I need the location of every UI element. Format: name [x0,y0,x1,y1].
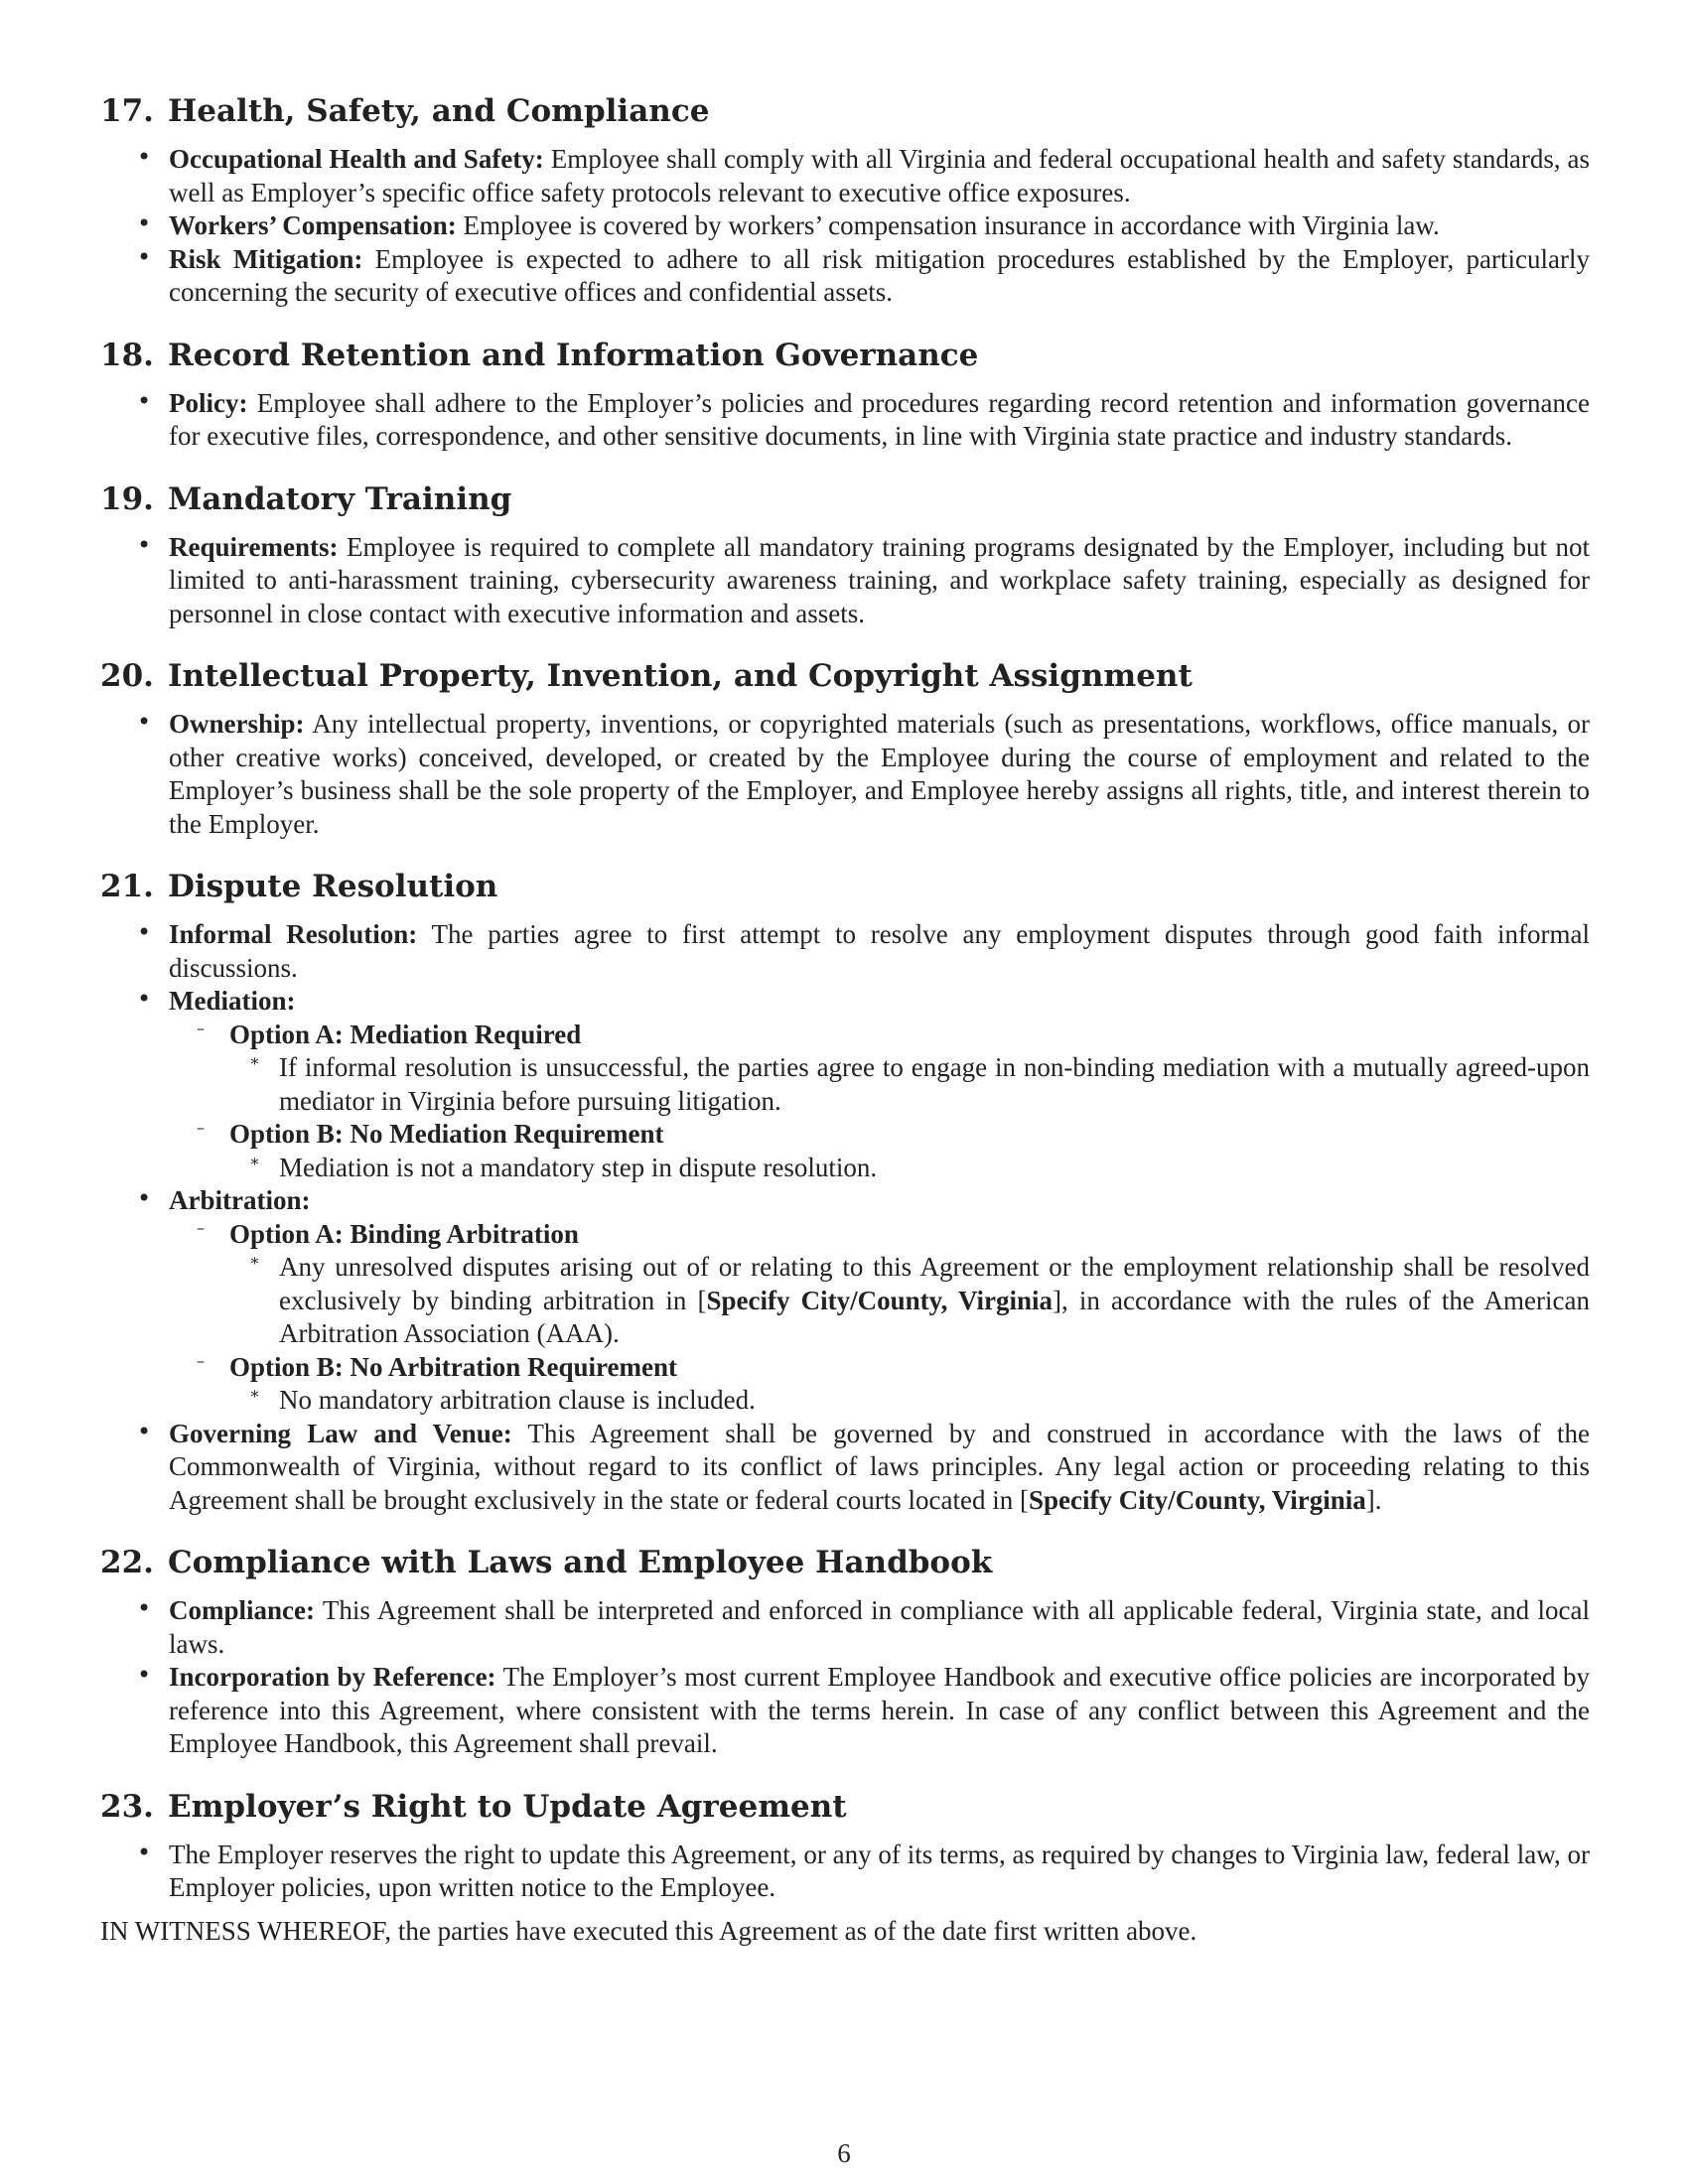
option-label: Option A: Binding Arbitration [229,1218,579,1249]
section-title: Employer’s Right to Update Agreement [167,1788,847,1825]
section-21 [100,867,1590,1517]
list-item [100,1418,1590,1518]
option-item [100,1019,1590,1052]
list-item [100,1839,1590,1905]
bullet-list [100,1839,1590,1905]
detail-text: ], in accordance with the rules of the American Arbitration Association (AAA). [279,1285,1590,1348]
item-text: The Employer reserves the right to update this Agreement, or any of its terms, as required by changes to Virginia law, federal law, or Employer policies, upon written notice to the Employee. [169,1839,1590,1902]
placeholder-text: Specify City/County, Virginia [706,1285,1054,1315]
section-heading [100,656,1590,696]
placeholder-text: Specify City/County, Virginia [1028,1484,1366,1515]
witness-clause: IN WITNESS WHEREOF, the parties have executed this Agreement as of the date first written above. [100,1915,1197,1946]
bullet-list [100,708,1590,841]
section-heading [100,867,1590,906]
item-text: Employee is required to complete all mandatory training programs designated by the Employer, including but not limited to anti-harassment training, cybersecurity awareness training, and workplace safety training, especially as designed for personnel in close contact with executive information and assets. [169,531,1590,628]
detail-text: Mediation is not a mandatory step in dispute resolution. [279,1152,878,1182]
item-label: Mediation: [169,986,296,1016]
detail-text: No mandatory arbitration clause is included. [279,1385,756,1415]
item-text: The parties agree to first attempt to resolve any employment disputes through good faith informal discussions. [169,919,1590,983]
item-text: Employee is covered by workers’ compensation insurance in accordance with Virginia law. [456,210,1440,240]
list-item [100,708,1590,841]
list-item [100,1594,1590,1661]
bullet-list [100,1594,1590,1761]
list-item [100,1661,1590,1761]
section-20 [100,656,1590,841]
section-number: 23. [100,1788,154,1825]
detail-text: If informal resolution is unsuccessful, the parties agree to engage in non-binding mediation with a mutually agreed-upon mediator in Virginia before pursuing litigation. [279,1052,1590,1116]
list-item [100,531,1590,631]
bullet-list [100,143,1590,310]
section-17 [100,91,1590,310]
list-item [100,387,1590,454]
section-title: Mandatory Training [167,480,512,517]
bullet-list [100,531,1590,631]
section-number: 17. [100,93,154,129]
option-item [100,1351,1590,1385]
item-label: Workers’ Compensation: [169,210,457,240]
section-title: Health, Safety, and Compliance [167,93,710,129]
section-number: 19. [100,480,154,517]
section-19 [100,479,1590,631]
section-number: 21. [100,869,154,904]
item-label: Informal Resolution: [169,919,418,949]
option-item [100,1218,1590,1252]
list-item [100,209,1590,243]
list-item-arbitration [100,1184,1590,1218]
page-number: 6 [837,2138,851,2168]
section-heading [100,479,1590,519]
item-label: Occupational Health and Safety: [169,144,544,174]
item-text: Any intellectual property, inventions, or copyrighted materials (such as presentations, workflows, office manuals, or other creative works) conceived, developed, or created by the Employee during the course of employment and related to the Employer’s business shall be the sole property of the Employer, and Employee hereby assigns all rights, title, and interest therein to the Employer. [169,709,1590,839]
option-detail [100,1251,1590,1351]
item-text: The Employer’s most current Employee Handbook and executive office policies are incorporated by reference into this Agreement, where consistent with the terms herein. In case of any conflict between this Agreement and the Employee Handbook, this Agreement shall prevail. [169,1662,1591,1758]
option-detail [100,1384,1590,1418]
option-detail [100,1051,1590,1118]
section-heading [100,1543,1590,1582]
section-18 [100,336,1590,454]
list-item [100,143,1590,209]
list-item [100,918,1590,985]
item-label: Policy: [169,387,248,418]
section-number: 22. [100,1545,154,1580]
item-label: Requirements: [169,531,339,562]
section-heading [100,336,1590,375]
section-number: 18. [100,337,154,373]
item-text: Employee is expected to adhere to all risk mitigation procedures established by the Employer, particularly concerning the security of executive offices and confidential assets. [169,243,1590,307]
item-label: Ownership: [169,709,305,739]
option-label: Option A: Mediation Required [229,1019,582,1049]
item-text: Employee shall comply with all Virginia and federal occupational health and safety standards, as well as Employer’s specific office safety protocols relevant to executive office exposures. [169,144,1590,207]
list-item-mediation [100,985,1590,1019]
option-detail [100,1152,1590,1185]
item-label: Risk Mitigation: [169,243,363,274]
section-heading [100,91,1590,131]
document-body [100,91,1590,1948]
option-label: Option B: No Mediation Requirement [229,1119,664,1149]
item-text: This Agreement shall be governed by and construed in accordance with the laws of the Commonwealth of Virginia, without regard to its conflict of laws principles. Any legal action or proceeding relating to this Agreement shall be brought exclusively in the state or federal courts located in [ [169,1418,1590,1515]
item-label: Arbitration: [169,1185,311,1215]
section-22 [100,1543,1590,1761]
section-title: Intellectual Property, Invention, and Copyright Assignment [167,658,1193,694]
option-item [100,1118,1590,1152]
item-text: Employee shall adhere to the Employer’s policies and procedures regarding record retention and information governance for executive files, correspondence, and other sensitive documents, in line with Virginia state practice and industry standards. [169,387,1590,451]
item-label: Incorporation by Reference: [169,1662,496,1692]
section-title: Dispute Resolution [167,869,498,904]
section-heading [100,1787,1590,1827]
detail-text: Any unresolved disputes arising out of or relating to this Agreement or the employment relationship shall be resolved exclusively by binding arbitration in [ [279,1252,1590,1315]
option-label: Option B: No Arbitration Requirement [229,1351,677,1382]
item-label: Compliance: [169,1595,315,1625]
list-item [100,243,1590,310]
section-23 [100,1787,1590,1905]
item-text: This Agreement shall be interpreted and enforced in compliance with all applicable federal, Virginia state, and local laws. [169,1595,1590,1659]
bullet-list [100,918,1590,1517]
bullet-list [100,387,1590,454]
section-title: Record Retention and Information Governance [167,337,979,373]
section-title: Compliance with Laws and Employee Handbook [167,1545,993,1580]
section-number: 20. [100,658,154,694]
item-label: Governing Law and Venue: [169,1418,512,1448]
item-text: ]. [1365,1484,1382,1515]
